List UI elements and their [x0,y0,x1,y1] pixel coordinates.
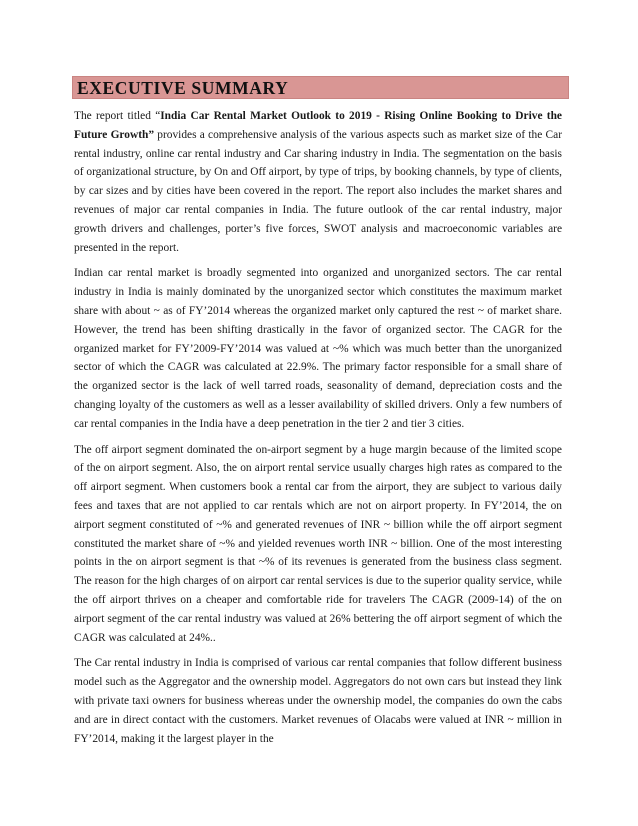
paragraph-intro-rest: provides a comprehensive analysis of the various aspects such as market size of the Car rental industry, online car rental industry and Car sharing industry in India. The segmentation on the basis of organizational structure, by On and Off airport, by type of trips, by booking channels, by type of clients, by car sizes and by cities have been covered in the report. The report also includes the market shares and revenues of major car rental companies in India. The future outlook of the car rental industry, major growth drivers and challenges, porter’s five forces, SWOT analysis and macroeconomic variables are presented in the report. [74,128,562,254]
section-heading: EXECUTIVE SUMMARY [77,78,289,98]
paragraph-intro [74,107,562,257]
section-heading-bar [72,76,569,99]
paragraph-market-segmentation: Indian car rental market is broadly segmented into organized and unorganized sectors. The car rental industry in India is mainly dominated by the unorganized sector which constitutes the maximum market share with about ~ as of FY’2014 whereas the organized market only captured the rest ~ of market share. However, the trend has been shifting drastically in the favor of organized sector. The CAGR for the organized market for FY’2009-FY’2014 was valued at ~% which was much better than the unorganized sector of which the CAGR was calculated at 22.9%. The primary factor responsible for a small share of the organized sector is the lack of well tarred roads, seasonality of demand, depreciation costs and the changing loyalty of the customers as well as a lesser availability of skilled drivers. Only a few numbers of car rental companies in the India have a deep penetration in the tier 2 and tier 3 cities. [74,267,562,430]
paragraph-airport-segment: The off airport segment dominated the on-airport segment by a huge margin because of the limited scope of the on airport segment. Also, the on airport rental service usually charges high rates as compared to the off airport segment. When customers book a rental car from the airport, they are subject to various daily fees and taxes that are not applied to car rentals which are not on airport property. In FY’2014, the on airport segment constituted of ~% and generated revenues of INR ~ billion while the off airport segment constituted the market share of ~% and yielded revenues worth INR ~ billion. One of the most interesting points in the on airport segment is that ~% of its revenues is generated from the business class segment. The reason for the high charges of on airport car rental services is due to the superior quality service, while the off airport thrives on a cheaper and comfortable ride for travelers The CAGR (2009-14) of the on airport segment of the car rental industry was valued at 26% bettering the off airport segment of which the CAGR was calculated at 24%.. [74,443,562,644]
report-title: India Car Rental Market Outlook to 2019 - Rising Online Booking to Drive the Future Growth” [74,110,562,141]
paragraph-intro-lead: The report titled “ [74,110,161,122]
document-body [74,107,562,755]
paragraph-business-models: The Car rental industry in India is comprised of various car rental companies that follow different business model such as the Aggregator and the ownership model. Aggregators do not own cars but instead they link with private taxi owners for business whereas under the ownership model, the companies do own the cabs and are in direct contact with the customers. Market revenues of Olacabs were valued at INR ~ million in FY’2014, making it the largest player in the [74,657,562,745]
